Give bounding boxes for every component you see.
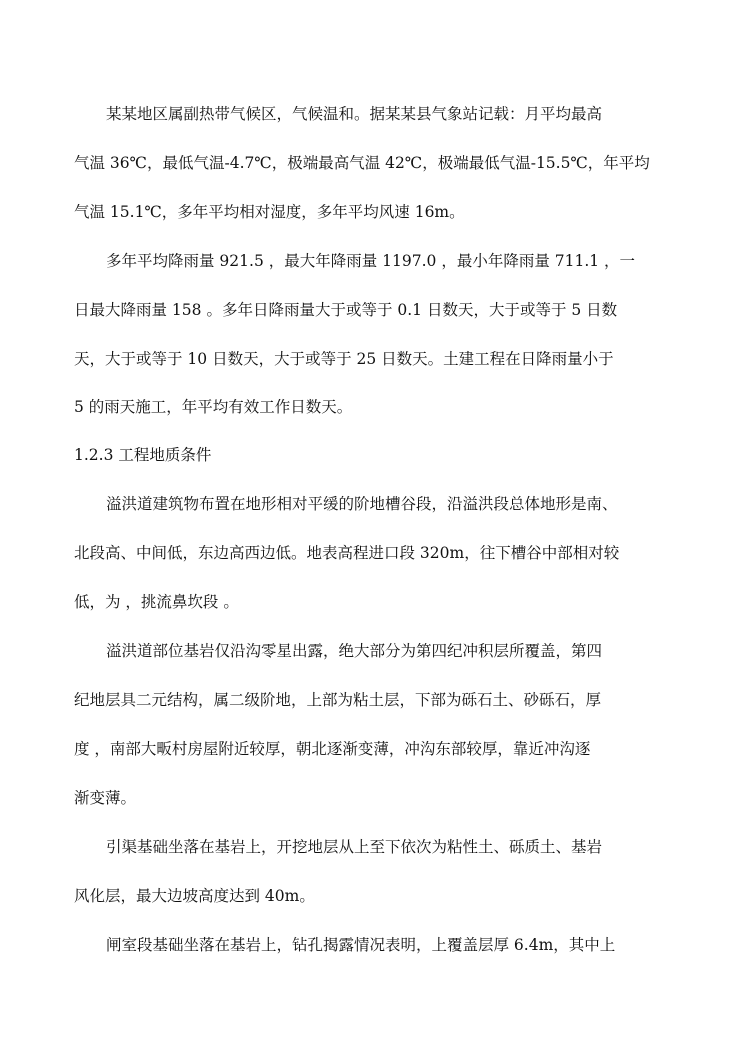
paragraph-rainfall-line-3: 天，大于或等于 10 日数天，大于或等于 25 日数天。土建工程在日降雨量小于 [74, 350, 614, 368]
paragraph-bedrock-line-1: 溢洪道部位基岩仅沿沟零星出露，绝大部分为第四纪冲积层所覆盖，第四 [106, 642, 603, 660]
paragraph-terrain-line-1: 溢洪道建筑物布置在地形相对平缓的阶地槽谷段，沿溢洪段总体地形是南、 [106, 495, 618, 513]
paragraph-channel-line-2: 风化层，最大边坡高度达到 40m。 [74, 887, 315, 905]
paragraph-terrain-line-3: 低，为 ，挑流鼻坎段 。 [74, 593, 239, 611]
paragraph-rainfall-line-1: 多年平均降雨量 921.5 ，最大年降雨量 1197.0 ，最小年降雨量 711.1 ，一 [106, 252, 636, 270]
section-heading-geology: 1.2.3 工程地质条件 [74, 446, 212, 464]
paragraph-bedrock-line-3: 度 ，南部大畈村房屋附近较厚，朝北逐渐变薄，冲沟东部较厚，靠近冲沟逐 [74, 740, 591, 758]
paragraph-bedrock-line-2: 纪地层具二元结构，属二级阶地，上部为粘土层，下部为砾石土、砂砾石，厚 [74, 691, 602, 709]
paragraph-rainfall-line-2: 日最大降雨量 158 。多年日降雨量大于或等于 0.1 日数天，大于或等于 5 日数 [74, 301, 618, 319]
paragraph-bedrock-line-4: 渐变薄。 [74, 789, 137, 807]
paragraph-rainfall-line-4: 5 的雨天施工，年平均有效工作日数天。 [74, 398, 353, 416]
paragraph-channel-line-1: 引渠基础坐落在基岩上，开挖地层从上至下依次为粘性土、砾质土、基岩 [106, 838, 603, 856]
paragraph-climate-line-3: 气温 15.1℃，多年平均相对湿度，多年平均风速 16m。 [74, 203, 465, 221]
paragraph-climate-line-2: 气温 36℃，最低气温-4.7℃，极端最高气温 42℃，极端最低气温-15.5℃，年平均 [74, 154, 650, 172]
paragraph-climate-line-1: 某某地区属副热带气候区，气候温和。据某某县气象站记载：月平均最高 [106, 105, 603, 123]
paragraph-terrain-line-2: 北段高、中间低，东边高西边低。地表高程进口段 320m，往下槽谷中部相对较 [74, 544, 620, 562]
paragraph-gate-line-1: 闸室段基础坐落在基岩上，钻孔揭露情况表明，上覆盖层厚 6.4m，其中上 [106, 936, 616, 954]
